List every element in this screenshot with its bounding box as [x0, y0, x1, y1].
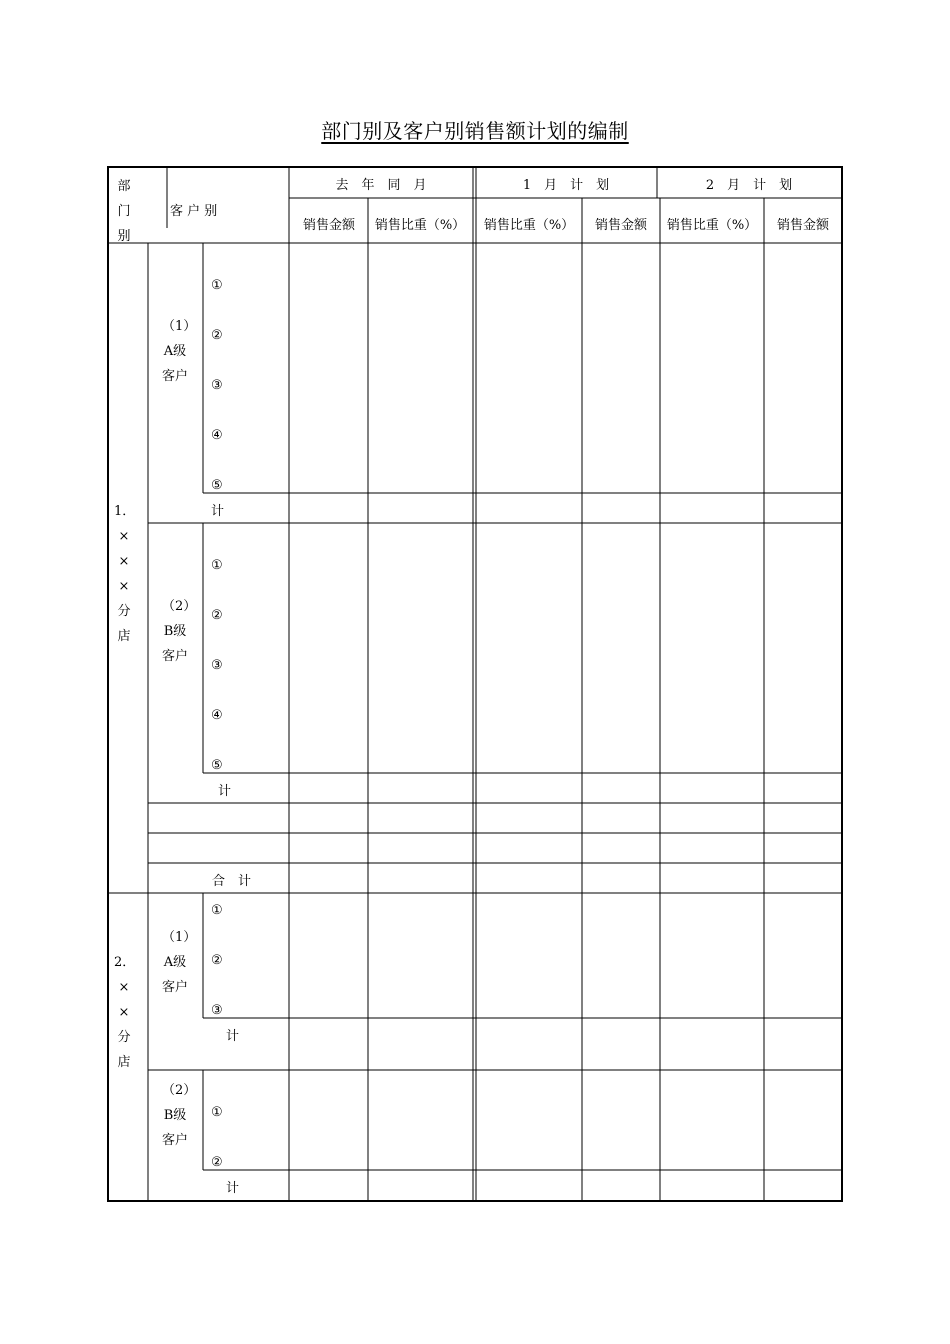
branch-1-b-item-2: ②	[211, 608, 223, 623]
branch-2-a-item-2: ②	[211, 953, 223, 968]
branch-2-a-subtotal: 计	[226, 1029, 240, 1044]
branch-1-group-a-label: （1）A级客户	[162, 319, 197, 384]
col-header-jan-ratio: 销售比重（%）	[483, 218, 575, 233]
group-header-feb: 2 月 计 划	[705, 178, 793, 193]
branch-1-b-subtotal: 计	[218, 784, 232, 799]
col-header-feb-amount: 销售金额	[776, 218, 830, 233]
branch-1-b-item-1: ①	[211, 558, 223, 573]
col-header-last-year-amount: 销售金额	[302, 218, 356, 233]
branch-2-a-item-1: ①	[211, 903, 223, 918]
branch-2-a-item-3: ③	[211, 1003, 223, 1018]
customer-column-header: 客 户 别	[170, 204, 218, 219]
branch-1-b-item-5: ⑤	[211, 758, 223, 773]
branch-2-label: 2．××分店	[114, 955, 136, 1070]
group-header-last-year: 去 年 同 月	[335, 178, 427, 193]
branch-2-b-item-2: ②	[211, 1155, 223, 1170]
branch-1-a-item-1: ①	[211, 278, 223, 293]
branch-1-a-item-2: ②	[211, 328, 223, 343]
branch-1-total: 合 计	[212, 874, 252, 889]
page-title: 部门别及客户别销售额计划的编制	[321, 119, 629, 143]
col-header-feb-ratio: 销售比重（%）	[666, 218, 758, 233]
branch-1-a-item-4: ④	[211, 428, 223, 443]
branch-2-group-a-label: （1）A级客户	[162, 930, 197, 995]
branch-2-b-item-1: ①	[211, 1105, 223, 1120]
group-header-jan: 1 月 计 划	[522, 178, 610, 193]
branch-1-b-item-3: ③	[211, 658, 223, 673]
col-header-jan-amount: 销售金额	[594, 218, 648, 233]
dept-column-header: 部门别	[117, 179, 131, 244]
col-header-last-year-ratio: 销售比重（%）	[374, 218, 466, 233]
branch-1-b-item-4: ④	[211, 708, 223, 723]
branch-1-label: 1．×××分店	[114, 504, 136, 644]
branch-1-a-item-5: ⑤	[211, 478, 223, 493]
branch-1-a-subtotal: 计	[211, 504, 225, 519]
branch-2-b-subtotal: 计	[226, 1181, 240, 1196]
branch-2-group-b-label: （2）B级客户	[162, 1083, 197, 1148]
branch-1-group-b-label: （2）B级客户	[162, 599, 197, 664]
branch-1-a-item-3: ③	[211, 378, 223, 393]
